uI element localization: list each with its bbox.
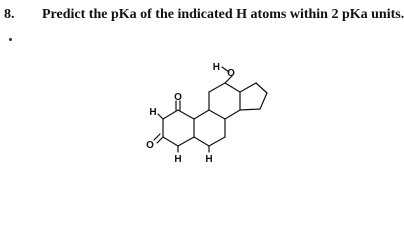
question-number: 8. [4,7,15,22]
h-label-bottom-left: H [174,154,182,165]
hydroxyl-h-label: H [212,62,220,73]
h-label-bottom-right: H [205,154,213,165]
alpha-h-label-left: H [149,107,157,118]
ring-d [240,83,267,110]
ring-a [163,110,194,146]
alpha-h-bond-left [158,114,163,119]
lower-carbonyl-o-label: O [146,140,154,151]
question-text: Predict the pKa of the indicated H atoms within 2 pKa units. [42,7,404,22]
ring-b [194,110,225,146]
ring-c [209,83,240,119]
lower-carbonyl-bond [154,134,163,143]
upper-carbonyl-o-label: O [174,92,182,103]
hydroxyl-o-label: O [227,68,235,79]
